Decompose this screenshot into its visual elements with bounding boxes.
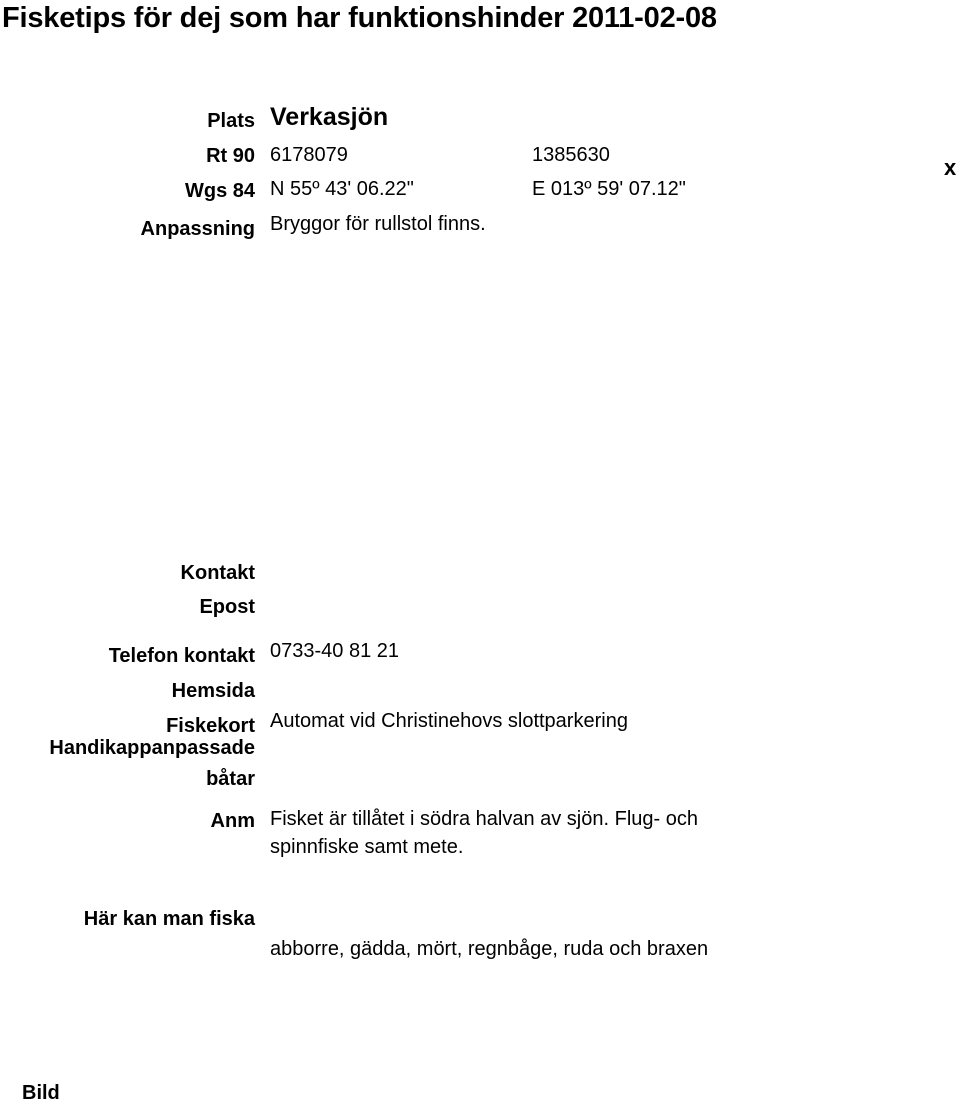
handikappbatar-label-line1: Handikappanpassade: [49, 737, 255, 759]
fiska-value: abborre, gädda, mört, regnbåge, ruda och braxen: [270, 938, 709, 960]
x-mark: x: [944, 155, 957, 180]
telefon-label: Telefon kontakt: [108, 645, 255, 667]
fiskekort-label: Fiskekort: [166, 715, 255, 737]
plats-value: Verkasjön: [270, 103, 389, 131]
rt90-east: 1385630: [532, 144, 610, 166]
handikappbatar-label-line2: båtar: [206, 768, 255, 790]
anm-value: Fisket är tillåtet i södra halvan av sjön. Flug- och spinnfiske samt mete.: [270, 808, 698, 858]
epost-label: Epost: [199, 596, 255, 618]
plats-label: Plats: [207, 110, 255, 132]
hemsida-label: Hemsida: [171, 680, 255, 702]
rt90-label: Rt 90: [206, 145, 255, 167]
rt90-north: 6178079: [270, 144, 348, 166]
wgs84-label: Wgs 84: [184, 180, 255, 202]
page-title: Fisketips för dej som har funktionshinder 2011-02-08: [2, 2, 717, 34]
kontakt-label: Kontakt: [180, 562, 255, 584]
wgs84-east: E 013º 59' 07.12": [532, 178, 686, 200]
fiskekort-value: Automat vid Christinehovs slottparkering: [270, 710, 628, 732]
telefon-value: 0733-40 81 21: [270, 640, 400, 662]
anpassning-label: Anpassning: [140, 218, 255, 240]
anpassning-value: Bryggor för rullstol finns.: [270, 213, 486, 235]
bild-label: Bild: [22, 1082, 60, 1104]
fiska-label: Här kan man fiska: [83, 908, 255, 930]
wgs84-north: N 55º 43' 06.22": [270, 178, 414, 200]
anm-label: Anm: [210, 810, 255, 832]
